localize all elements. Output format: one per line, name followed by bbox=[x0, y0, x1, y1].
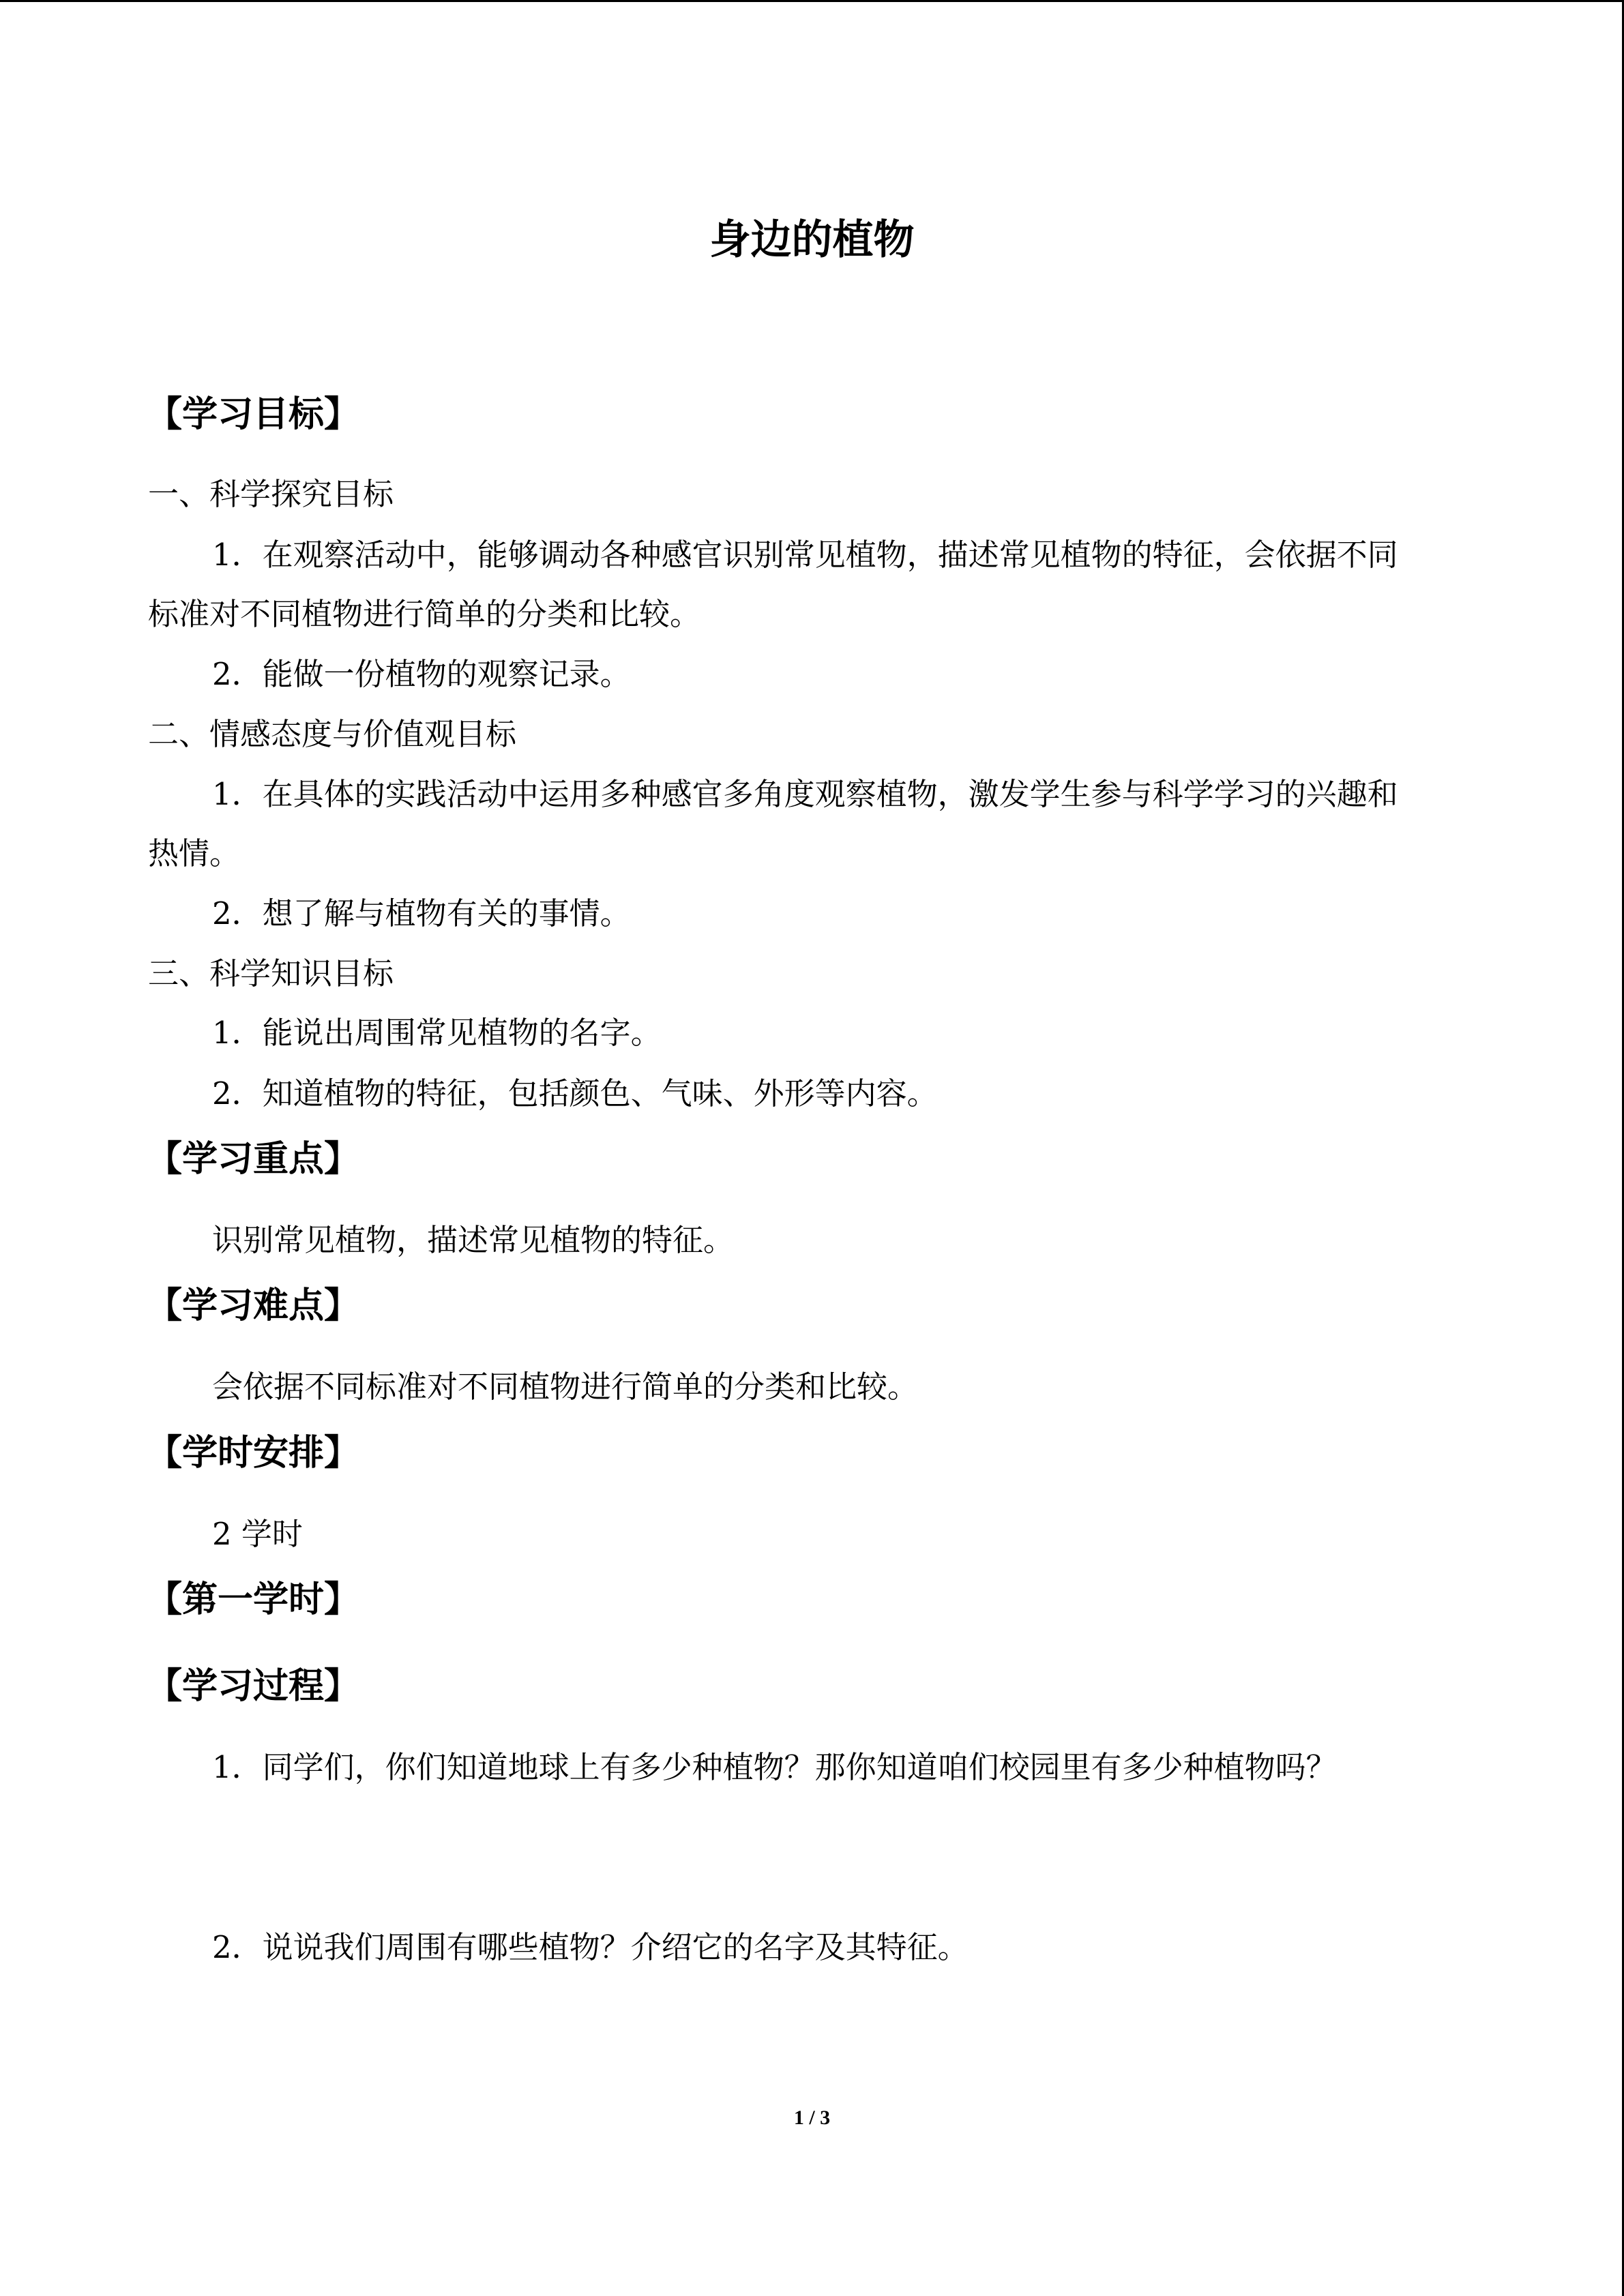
page-border-top bbox=[0, 0, 1624, 2]
subheading-science-inquiry: 一、科学探究目标 bbox=[148, 476, 394, 512]
objective-item: 1．在观察活动中，能够调动各种感官识别常见植物，描述常见植物的特征，会依据不同 bbox=[212, 537, 1398, 573]
objective-item-continued: 热情。 bbox=[148, 835, 241, 871]
heading-process: 【学习过程】 bbox=[147, 1666, 360, 1707]
heading-objectives: 【学习目标】 bbox=[147, 394, 360, 435]
objective-item-continued: 标准对不同植物进行简单的分类和比较。 bbox=[148, 596, 701, 632]
heading-first-period: 【第一学时】 bbox=[147, 1579, 360, 1620]
process-item: 1．同学们，你们知道地球上有多少种植物？那你知道咱们校园里有多少种植物吗？ bbox=[212, 1749, 1337, 1785]
page-number: 1 / 3 bbox=[793, 2106, 831, 2129]
schedule-text: 2 学时 bbox=[212, 1516, 303, 1552]
heading-schedule: 【学时安排】 bbox=[147, 1433, 360, 1474]
subheading-attitude-values: 二、情感态度与价值观目标 bbox=[148, 716, 517, 752]
process-item: 2．说说我们周围有哪些植物？介绍它的名字及其特征。 bbox=[212, 1929, 969, 1965]
objective-item: 1．在具体的实践活动中运用多种感官多角度观察植物，激发学生参与科学学习的兴趣和 bbox=[212, 776, 1398, 812]
objective-item: 2．能做一份植物的观察记录。 bbox=[212, 656, 631, 692]
key-points-text: 识别常见植物，描述常见植物的特征。 bbox=[212, 1222, 735, 1258]
difficulties-text: 会依据不同标准对不同植物进行简单的分类和比较。 bbox=[212, 1369, 919, 1405]
subheading-science-knowledge: 三、科学知识目标 bbox=[148, 955, 394, 992]
heading-difficulties: 【学习难点】 bbox=[147, 1285, 360, 1326]
heading-key-points: 【学习重点】 bbox=[147, 1139, 360, 1180]
objective-item: 2．知道植物的特征，包括颜色、气味、外形等内容。 bbox=[212, 1075, 938, 1112]
page-title: 身边的植物 bbox=[709, 216, 915, 264]
objective-item: 1．能说出周围常见植物的名字。 bbox=[212, 1015, 662, 1051]
objective-item: 2．想了解与植物有关的事情。 bbox=[212, 895, 631, 931]
